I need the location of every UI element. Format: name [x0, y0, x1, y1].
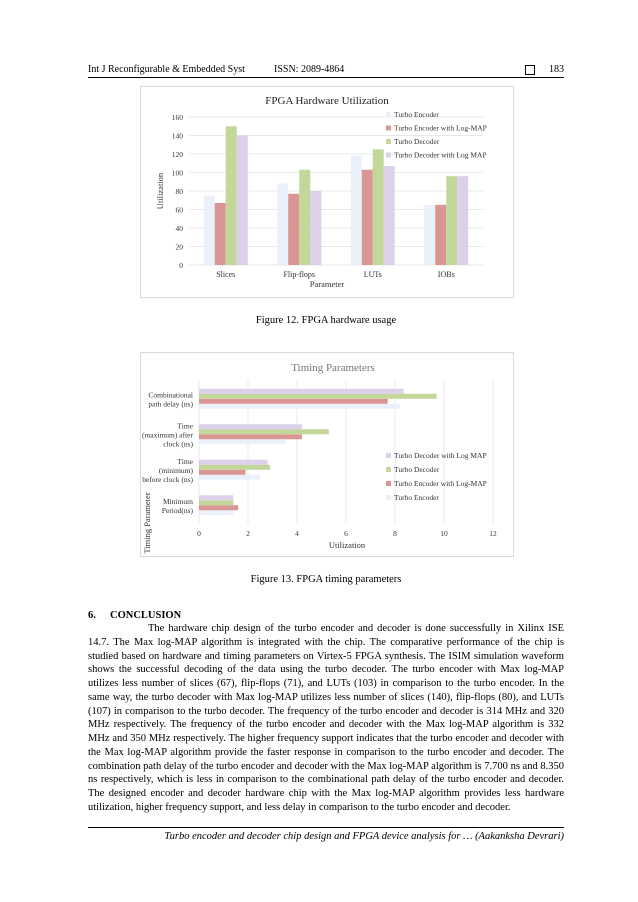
- legend-swatch: [386, 153, 391, 158]
- running-footer: Turbo encoder and decoder chip design and FPGA device analysis for … (Aakanksha Devrari): [164, 831, 564, 842]
- legend-swatch: [386, 481, 391, 486]
- chart-title: FPGA Hardware Utilization: [265, 95, 389, 107]
- y-tick-label: 120: [171, 150, 183, 159]
- legend-swatch: [386, 495, 391, 500]
- y-tick-label: 140: [171, 131, 183, 141]
- bar-luts-s3: [384, 166, 395, 265]
- chart-title: Timing Parameters: [291, 362, 375, 374]
- legend-entry: Turbo Decoder: [394, 137, 440, 146]
- bar-cat1-s1: [199, 470, 246, 475]
- bar-cat3-s0: [199, 404, 400, 409]
- bar-cat3-s3: [199, 389, 404, 394]
- x-tick-label: 0: [197, 529, 201, 538]
- y-tick-label: Period(ns): [161, 505, 193, 515]
- bar-cat0-s0: [199, 510, 233, 515]
- legend-entry: Turbo Decoder: [394, 465, 440, 474]
- legend-entry: Turbo Encoder: [394, 110, 439, 119]
- bar-flip-flops-s3: [310, 191, 321, 265]
- y-tick-label: 80: [175, 187, 183, 196]
- figure-12-caption: Figure 12. FPGA hardware usage: [255, 315, 397, 326]
- y-tick-label: Minimum: [162, 496, 193, 506]
- section-title: CONCLUSION: [110, 610, 182, 621]
- bar-luts-s2: [373, 149, 384, 265]
- legend-entry: Turbo Encoder with Log-MAP: [394, 123, 487, 133]
- x-tick-label: IOBs: [437, 270, 455, 279]
- bar-luts-s1: [362, 170, 373, 265]
- conclusion-paragraph: The hardware chip design of the turbo encoder and decoder is done successfully in Xilinx ISE 14.7. The Max log-MAP algorithm is integrated with the chip. The comparative performance of the chip is studied based on hardware and timing parameters on Virtex-5 FPGA synthesis. The ISIM simulation waveform shows the successful decoding of the data using the turbo decoder. The turbo encoder with Max log-MAP utilizes less number of slices (67), flip-flops (71), and LUTs (103) in comparison to the turbo encoder. In the same way, the turbo decoder with Max log-MAP utilizes less number of slices (140), flip-flops (80), and LUTs (107) in comparison to the turbo decoder. The frequency of the turbo encoder and decoder is 314 MHz and 320 MHz respectively. The frequency of the turbo encoder and decoder with the Max log-MAP algorithm is 332 MHz and 350 MHz respectively. The higher frequency support indicates that the turbo encoder and decoder with the Max log-MAP algorithm provide the faster response in comparison to the turbo encoder and decoder. The combination path delay of the turbo encoder and decoder with the Max log-MAP algorithm is 7.700 ns and 8.350 ns respectively, which is less in comparison to the combinational path delay of the turbo encoder and decoder. The designed encoder and decoder hardware chip with the Max log-MAP algorithm provides less hardware utilization, higher frequency support, and less delay in comparison to the turbo encoder and decoder.: [88, 623, 564, 813]
- bar-cat2-s1: [199, 434, 302, 439]
- x-tick-label: 10: [440, 529, 448, 538]
- x-tick-label: LUTs: [363, 270, 382, 279]
- bar-luts-s0: [351, 156, 362, 265]
- section-number: 6.: [88, 610, 96, 621]
- footer-rule: [88, 827, 564, 828]
- y-tick-label: 60: [175, 205, 183, 215]
- y-tick-label: before clock (ns): [142, 474, 193, 484]
- bar-slices-s3: [237, 136, 248, 266]
- section-heading: [88, 609, 181, 623]
- legend-entry: Turbo Encoder with Log-MAP: [394, 479, 487, 488]
- x-axis-label: Utilization: [328, 540, 366, 550]
- y-tick-label: Combinational: [148, 390, 193, 400]
- header-rule: [88, 77, 564, 78]
- legend-entry: Turbo Decoder with Log MAP: [394, 150, 487, 160]
- page-number: 183: [549, 64, 564, 75]
- x-tick-label: Flip-flops: [283, 270, 316, 279]
- y-axis-label: Timing Parameter: [142, 492, 152, 554]
- bar-cat1-s3: [199, 460, 268, 465]
- bar-cat0-s2: [199, 500, 233, 505]
- hardware-utilization-chart: [141, 87, 513, 297]
- bar-cat1-s2: [199, 465, 270, 470]
- legend-swatch: [386, 453, 391, 458]
- bar-cat0-s3: [199, 495, 233, 500]
- bar-slices-s0: [204, 196, 215, 265]
- bar-iobs-s0: [424, 205, 435, 265]
- bar-flip-flops-s0: [277, 184, 288, 265]
- bar-cat2-s0: [199, 439, 285, 444]
- y-tick-label: (minimum): [158, 465, 193, 475]
- checkbox-square-icon: [525, 65, 535, 75]
- bar-slices-s2: [226, 126, 237, 265]
- y-tick-label: 20: [175, 242, 183, 252]
- legend-entry: Turbo Encoder: [394, 493, 439, 502]
- x-axis-label: Parameter: [309, 279, 345, 289]
- bar-cat1-s0: [199, 475, 260, 480]
- bar-iobs-s1: [435, 205, 446, 265]
- journal-name: Int J Reconfigurable & Embedded Syst: [88, 64, 245, 75]
- bar-iobs-s2: [446, 176, 457, 265]
- y-tick-label: 100: [171, 168, 183, 178]
- x-tick-label: 12: [489, 529, 497, 538]
- x-tick-label: 2: [246, 529, 250, 538]
- y-tick-label: (maximum) after: [141, 430, 193, 440]
- bar-cat3-s1: [199, 399, 388, 404]
- y-axis-label: Utilization: [155, 172, 165, 210]
- bar-cat0-s1: [199, 505, 238, 510]
- x-tick-label: Slices: [216, 270, 236, 279]
- y-tick-label: Time: [177, 421, 193, 431]
- y-tick-label: path delay (ns): [148, 399, 193, 409]
- y-tick-label: Time: [177, 456, 193, 466]
- bar-flip-flops-s1: [288, 194, 299, 265]
- running-header: [88, 63, 564, 77]
- bar-slices-s1: [215, 203, 226, 265]
- bar-cat2-s3: [199, 424, 302, 429]
- legend-swatch: [386, 112, 391, 117]
- issn: ISSN: 2089-4864: [274, 64, 345, 75]
- timing-parameters-chart: [141, 353, 513, 556]
- y-tick-label: 40: [175, 224, 183, 233]
- bar-cat2-s2: [199, 429, 329, 434]
- x-tick-label: 4: [295, 529, 299, 538]
- legend-swatch: [386, 467, 391, 472]
- legend-entry: Turbo Decoder with Log MAP: [394, 451, 487, 460]
- bar-cat3-s2: [199, 394, 437, 399]
- figure-13-chart: [140, 352, 514, 557]
- bar-flip-flops-s2: [299, 170, 310, 265]
- y-tick-label: 160: [171, 113, 183, 122]
- y-tick-label: clock (ns): [163, 439, 193, 449]
- legend-swatch: [386, 126, 391, 131]
- bar-iobs-s3: [457, 176, 468, 265]
- figure-12-chart: [140, 86, 514, 298]
- legend-swatch: [386, 139, 391, 144]
- x-tick-label: 6: [344, 529, 348, 538]
- figure-13-caption: Figure 13. FPGA timing parameters: [250, 574, 402, 585]
- x-tick-label: 8: [393, 529, 397, 538]
- y-tick-label: 0: [179, 261, 183, 270]
